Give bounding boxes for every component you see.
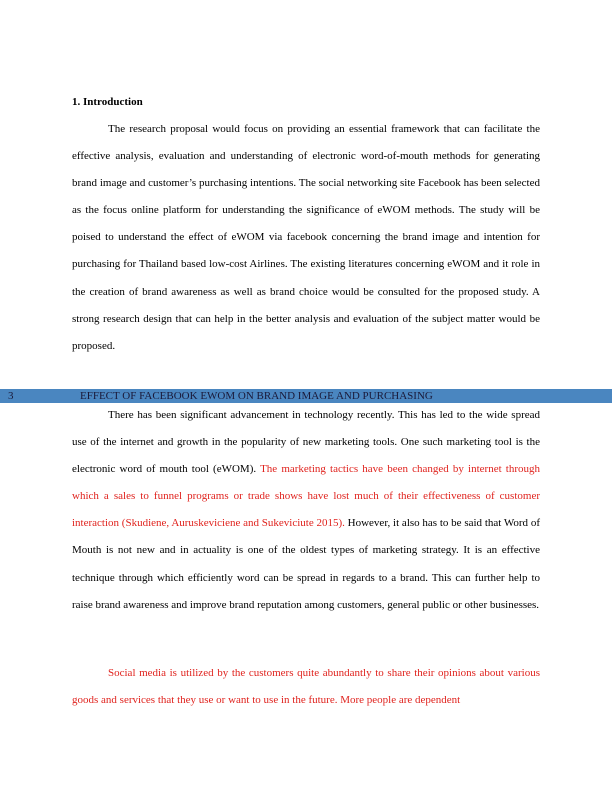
paragraph-2-highlight: The marketing tactics have been changed by internet through which a sales to funnel programs or trade shows have lost much of their effectiveness of customer interaction (Skudiene, Auruskeviciene and Sukeviciute 2015). bbox=[72, 463, 540, 530]
section-heading: 1. Introduction bbox=[72, 96, 143, 108]
paragraph-2-text: There has been significant advancement in technology recently. This has led to the wide spread use of the internet and growth in the popularity of new marketing tools. One such marketing tool is the electronic word of mouth tool (eWOM). bbox=[72, 409, 540, 476]
body-paragraph-2 bbox=[72, 402, 540, 619]
running-header bbox=[0, 389, 612, 403]
intro-paragraph: The research proposal would focus on providing an essential framework that can facilitate the effective analysis, evaluation and understanding of electronic word-of-mouth methods for generating brand image and customer’s purchasing intentions. The social networking site Facebook has been selected as the focus online platform for understanding the significance of eWOM methods. The study will be poised to understand the effect of eWOM via facebook concerning the brand image and intention for purchasing for Thailand based low-cost Airlines. The existing literatures concerning eWOM and it role in the creation of brand awareness as well as brand choice would be consulted for the proposed study. A strong research design that can help in the better analysis and evaluation of the subject matter would be proposed. bbox=[72, 123, 540, 352]
paragraph-2-text-cont: However, it also has to be said that Word of Mouth is not new and in actuality is one of the oldest types of marketing strategy. It is an effective technique through which efficiently word can be spread in regards to a brand. This can further help to raise brand awareness and improve brand reputation among customers, general public or other businesses. bbox=[72, 517, 540, 611]
page-number: 3 bbox=[8, 390, 14, 402]
running-header-title: EFFECT OF FACEBOOK EWOM ON BRAND IMAGE AND PURCHASING bbox=[80, 390, 433, 402]
body-paragraph-3: Social media is utilized by the customers quite abundantly to share their opinions about various goods and services that they use or want to use in the future. More people are dependent bbox=[72, 667, 540, 707]
